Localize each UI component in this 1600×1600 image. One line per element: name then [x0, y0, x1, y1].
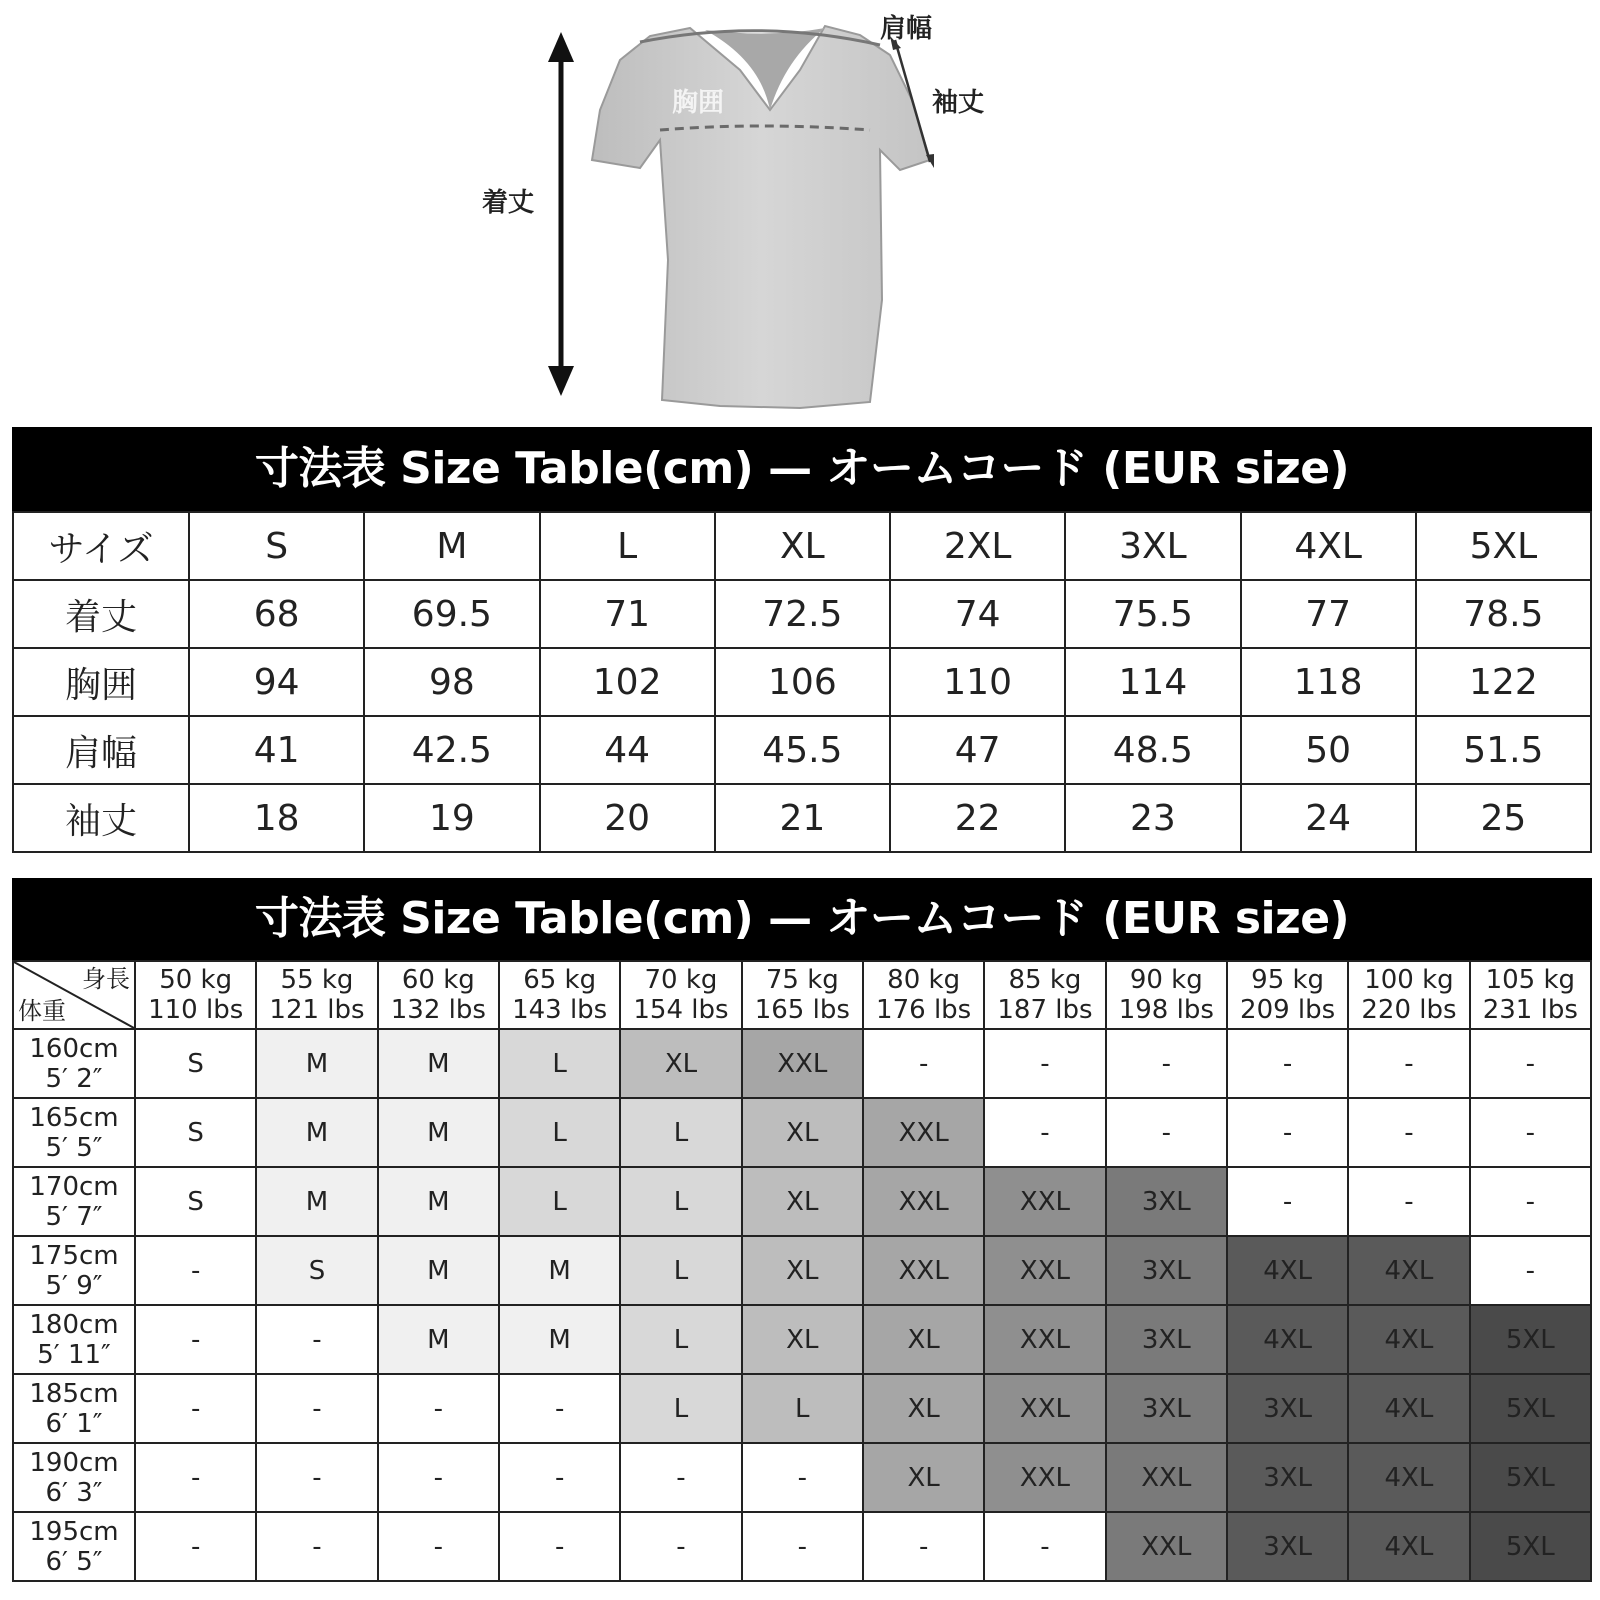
height-header-cell: [13, 1098, 135, 1167]
size-recommendation-cell: XXL: [863, 1098, 984, 1167]
size-recommendation-cell: 4XL: [1348, 1236, 1469, 1305]
size-recommendation-cell: -: [499, 1443, 620, 1512]
row-label: 着丈: [13, 580, 189, 648]
size-recommendation-cell: -: [1470, 1098, 1591, 1167]
measure-cell: 114: [1065, 648, 1240, 716]
chest-row: [13, 648, 1591, 716]
weight-header-cell: [499, 961, 620, 1029]
size-recommendation-cell: -: [620, 1512, 741, 1581]
garment-figure: [0, 0, 1600, 420]
weight-lbs: 165 lbs: [754, 995, 850, 1025]
weight-header-row: [13, 961, 1591, 1029]
size-recommendation-cell: -: [135, 1305, 256, 1374]
sleeve-row: [13, 784, 1591, 852]
size-recommendation-cell: S: [256, 1236, 377, 1305]
weight-header-cell: [863, 961, 984, 1029]
size-recommendation-cell: 3XL: [1227, 1512, 1348, 1581]
size-recommendation-cell: 3XL: [1227, 1374, 1348, 1443]
measure-cell: 22: [890, 784, 1065, 852]
height-ft: 6′ 3″: [45, 1477, 103, 1508]
row-label: 胸囲: [13, 648, 189, 716]
size-header-cell: 2XL: [890, 512, 1065, 580]
size-recommendation-cell: 5XL: [1470, 1512, 1591, 1581]
measure-cell: 24: [1241, 784, 1416, 852]
size-recommendation-cell: L: [742, 1374, 863, 1443]
size-measurement-grid: [12, 511, 1592, 853]
size-recommendation-cell: -: [378, 1374, 499, 1443]
weight-kg: 75 kg: [765, 965, 839, 995]
measure-cell: 51.5: [1416, 716, 1591, 784]
height-row: [13, 1167, 1591, 1236]
size-recommendation-cell: -: [863, 1512, 984, 1581]
weight-kg: 85 kg: [1008, 965, 1082, 995]
height-row: [13, 1029, 1591, 1098]
size-recommendation-cell: XL: [863, 1305, 984, 1374]
measure-cell: 25: [1416, 784, 1591, 852]
size-recommendation-cell: 3XL: [1106, 1236, 1227, 1305]
measure-cell: 102: [540, 648, 715, 716]
size-recommendation-cell: -: [984, 1029, 1105, 1098]
size-recommendation-cell: -: [1106, 1098, 1227, 1167]
size-recommendation-cell: -: [1227, 1029, 1348, 1098]
sleeve-length-label: 袖丈: [932, 88, 985, 118]
measure-cell: 72.5: [715, 580, 890, 648]
height-cm: 160cm: [29, 1033, 119, 1064]
height-header-cell: [13, 1167, 135, 1236]
weight-kg: 60 kg: [401, 965, 475, 995]
height-cm: 180cm: [29, 1309, 119, 1340]
weight-header-cell: [1227, 961, 1348, 1029]
size-header-cell: L: [540, 512, 715, 580]
size-recommendation-cell: XL: [742, 1098, 863, 1167]
weight-kg: 65 kg: [523, 965, 597, 995]
size-recommendation-cell: S: [135, 1167, 256, 1236]
height-row: [13, 1374, 1591, 1443]
recommendation-grid: [12, 960, 1592, 1582]
weight-header-cell: [1348, 961, 1469, 1029]
size-recommendation-cell: -: [863, 1029, 984, 1098]
height-row: [13, 1098, 1591, 1167]
weight-lbs: 209 lbs: [1240, 995, 1336, 1025]
height-header-cell: [13, 1374, 135, 1443]
measure-cell: 122: [1416, 648, 1591, 716]
size-recommendation-cell: M: [499, 1305, 620, 1374]
size-recommendation-cell: -: [499, 1374, 620, 1443]
size-recommendation-cell: -: [742, 1512, 863, 1581]
size-recommendation-cell: -: [1348, 1167, 1469, 1236]
height-row: [13, 1305, 1591, 1374]
weight-lbs: 143 lbs: [512, 995, 608, 1025]
size-recommendation-cell: 4XL: [1348, 1305, 1469, 1374]
height-row: [13, 1236, 1591, 1305]
measure-cell: 77: [1241, 580, 1416, 648]
size-recommendation-cell: XL: [620, 1029, 741, 1098]
size-recommendation-cell: 3XL: [1227, 1443, 1348, 1512]
size-recommendation-cell: -: [135, 1512, 256, 1581]
measure-cell: 18: [189, 784, 364, 852]
height-ft: 6′ 1″: [45, 1408, 103, 1439]
size-header-cell: 3XL: [1065, 512, 1240, 580]
weight-header-cell: [620, 961, 741, 1029]
height-cm: 165cm: [29, 1102, 119, 1133]
size-recommendation-cell: 5XL: [1470, 1374, 1591, 1443]
measure-cell: 75.5: [1065, 580, 1240, 648]
weight-lbs: 187 lbs: [997, 995, 1093, 1025]
weight-lbs: 132 lbs: [390, 995, 486, 1025]
size-recommendation-cell: -: [1348, 1098, 1469, 1167]
weight-kg: 70 kg: [644, 965, 718, 995]
size-recommendation-cell: -: [378, 1443, 499, 1512]
measure-cell: 21: [715, 784, 890, 852]
weight-lbs: 198 lbs: [1118, 995, 1214, 1025]
height-ft: 5′ 5″: [45, 1132, 103, 1163]
size-recommendation-cell: M: [256, 1167, 377, 1236]
size-recommendation-cell: -: [1227, 1098, 1348, 1167]
size-recommendation-cell: M: [378, 1236, 499, 1305]
size-recommendation-cell: -: [1470, 1167, 1591, 1236]
size-recommendation-cell: XL: [863, 1374, 984, 1443]
measure-cell: 42.5: [364, 716, 539, 784]
size-recommendation-cell: -: [135, 1374, 256, 1443]
height-header-cell: [13, 1305, 135, 1374]
size-recommendation-cell: M: [378, 1029, 499, 1098]
size-recommendation-cell: L: [620, 1098, 741, 1167]
corner-header-cell: [13, 961, 135, 1029]
size-recommendation-cell: -: [742, 1443, 863, 1512]
size-recommendation-cell: XL: [742, 1305, 863, 1374]
weight-lbs: 220 lbs: [1361, 995, 1457, 1025]
chest-label: 胸囲: [672, 88, 725, 118]
size-recommendation-cell: XXL: [1106, 1443, 1227, 1512]
size-recommendation-cell: XXL: [984, 1443, 1105, 1512]
size-header-row: [13, 512, 1591, 580]
size-recommendation-cell: M: [256, 1029, 377, 1098]
shoulder-width-label: 肩幅: [880, 14, 933, 44]
measure-cell: 20: [540, 784, 715, 852]
weight-kg: 50 kg: [159, 965, 233, 995]
measure-cell: 19: [364, 784, 539, 852]
row-label: 肩幅: [13, 716, 189, 784]
size-recommendation-cell: 4XL: [1227, 1236, 1348, 1305]
size-header-cell: 4XL: [1241, 512, 1416, 580]
measure-cell: 47: [890, 716, 1065, 784]
recommendation-table-title: 寸法表 Size Table(cm) — オームコード (EUR size): [12, 878, 1592, 960]
size-recommendation-cell: L: [620, 1374, 741, 1443]
row-label: 袖丈: [13, 784, 189, 852]
height-cm: 195cm: [29, 1516, 119, 1547]
size-recommendation-cell: 4XL: [1348, 1374, 1469, 1443]
weight-kg: 105 kg: [1485, 965, 1576, 995]
size-recommendation-cell: -: [135, 1443, 256, 1512]
size-recommendation-cell: 3XL: [1106, 1305, 1227, 1374]
measure-cell: 48.5: [1065, 716, 1240, 784]
size-recommendation-cell: -: [499, 1512, 620, 1581]
weight-kg: 90 kg: [1129, 965, 1203, 995]
height-header-cell: [13, 1029, 135, 1098]
size-recommendation-cell: M: [378, 1305, 499, 1374]
size-recommendation-cell: XXL: [863, 1167, 984, 1236]
height-ft: 5′ 9″: [45, 1270, 103, 1301]
measure-cell: 110: [890, 648, 1065, 716]
size-recommendation-cell: -: [1106, 1029, 1227, 1098]
height-header-cell: [13, 1512, 135, 1581]
tshirt-illustration: [0, 0, 1600, 420]
size-recommendation-cell: L: [499, 1098, 620, 1167]
size-header-cell: XL: [715, 512, 890, 580]
body-length-label: 着丈: [482, 188, 535, 218]
size-recommendation-cell: 5XL: [1470, 1443, 1591, 1512]
measure-cell: 74: [890, 580, 1065, 648]
size-recommendation-cell: -: [984, 1098, 1105, 1167]
size-measurement-table: [12, 427, 1592, 853]
weight-header-cell: [1470, 961, 1591, 1029]
measure-cell: 41: [189, 716, 364, 784]
measure-cell: 50: [1241, 716, 1416, 784]
measure-cell: 23: [1065, 784, 1240, 852]
weight-header-cell: [1106, 961, 1227, 1029]
size-recommendation-cell: S: [135, 1098, 256, 1167]
size-recommendation-cell: -: [256, 1443, 377, 1512]
measure-cell: 78.5: [1416, 580, 1591, 648]
size-recommendation-cell: XXL: [984, 1236, 1105, 1305]
size-header-cell: S: [189, 512, 364, 580]
weight-kg: 100 kg: [1364, 965, 1454, 995]
size-recommendation-cell: 3XL: [1106, 1167, 1227, 1236]
size-recommendation-cell: XL: [863, 1443, 984, 1512]
size-recommendation-cell: -: [256, 1374, 377, 1443]
height-cm: 185cm: [29, 1378, 119, 1409]
weight-lbs: 154 lbs: [633, 995, 729, 1025]
size-recommendation-cell: M: [499, 1236, 620, 1305]
size-recommendation-cell: XXL: [984, 1305, 1105, 1374]
measure-cell: 71: [540, 580, 715, 648]
size-recommendation-cell: -: [1470, 1029, 1591, 1098]
height-header-cell: [13, 1236, 135, 1305]
size-recommendation-cell: XXL: [742, 1029, 863, 1098]
weight-lbs: 231 lbs: [1482, 995, 1578, 1025]
weight-header-cell: [256, 961, 377, 1029]
measure-cell: 94: [189, 648, 364, 716]
measure-cell: 45.5: [715, 716, 890, 784]
length-row: [13, 580, 1591, 648]
height-axis-label: 身長: [82, 965, 130, 993]
weight-header-cell: [742, 961, 863, 1029]
measure-cell: 98: [364, 648, 539, 716]
weight-lbs: 121 lbs: [269, 995, 365, 1025]
size-recommendation-cell: L: [620, 1305, 741, 1374]
size-recommendation-cell: XXL: [984, 1374, 1105, 1443]
size-recommendation-cell: -: [1470, 1236, 1591, 1305]
shoulder-row: [13, 716, 1591, 784]
size-recommendation-cell: 4XL: [1348, 1512, 1469, 1581]
size-recommendation-cell: 4XL: [1348, 1443, 1469, 1512]
height-cm: 175cm: [29, 1240, 119, 1271]
weight-lbs: 110 lbs: [148, 995, 244, 1025]
size-recommendation-cell: 5XL: [1470, 1305, 1591, 1374]
height-row: [13, 1443, 1591, 1512]
weight-kg: 55 kg: [280, 965, 354, 995]
weight-header-cell: [984, 961, 1105, 1029]
size-recommendation-cell: -: [984, 1512, 1105, 1581]
size-recommendation-cell: -: [1348, 1029, 1469, 1098]
measure-cell: 106: [715, 648, 890, 716]
height-header-cell: [13, 1443, 135, 1512]
height-cm: 190cm: [29, 1447, 119, 1478]
size-recommendation-cell: M: [378, 1098, 499, 1167]
measure-cell: 118: [1241, 648, 1416, 716]
size-recommendation-cell: XL: [742, 1236, 863, 1305]
size-recommendation-cell: 4XL: [1227, 1305, 1348, 1374]
size-recommendation-cell: 3XL: [1106, 1374, 1227, 1443]
size-recommendation-cell: -: [135, 1236, 256, 1305]
measure-cell: 68: [189, 580, 364, 648]
size-recommendation-cell: XL: [742, 1167, 863, 1236]
size-recommendation-cell: L: [499, 1029, 620, 1098]
measure-cell: 69.5: [364, 580, 539, 648]
size-recommendation-cell: -: [256, 1305, 377, 1374]
size-recommendation-cell: L: [620, 1167, 741, 1236]
weight-axis-label: 体重: [18, 997, 66, 1025]
size-recommendation-table: [12, 878, 1592, 1582]
weight-kg: 95 kg: [1251, 965, 1325, 995]
size-header-label: サイズ: [13, 512, 189, 580]
height-ft: 5′ 2″: [45, 1063, 103, 1094]
height-cm: 170cm: [29, 1171, 119, 1202]
size-recommendation-cell: -: [1227, 1167, 1348, 1236]
height-ft: 5′ 7″: [45, 1201, 103, 1232]
size-recommendation-cell: -: [256, 1512, 377, 1581]
weight-header-cell: [135, 961, 256, 1029]
size-header-cell: M: [364, 512, 539, 580]
weight-header-cell: [378, 961, 499, 1029]
size-recommendation-cell: XXL: [984, 1167, 1105, 1236]
height-ft: 6′ 5″: [45, 1546, 103, 1577]
size-recommendation-cell: -: [378, 1512, 499, 1581]
size-recommendation-cell: L: [499, 1167, 620, 1236]
size-recommendation-cell: L: [620, 1236, 741, 1305]
size-recommendation-cell: XXL: [863, 1236, 984, 1305]
size-table-title: 寸法表 Size Table(cm) — オームコード (EUR size): [12, 427, 1592, 511]
size-recommendation-cell: M: [378, 1167, 499, 1236]
height-ft: 5′ 11″: [37, 1339, 111, 1370]
weight-lbs: 176 lbs: [876, 995, 972, 1025]
size-header-cell: 5XL: [1416, 512, 1591, 580]
weight-kg: 80 kg: [887, 965, 961, 995]
size-recommendation-cell: XXL: [1106, 1512, 1227, 1581]
size-recommendation-cell: -: [620, 1443, 741, 1512]
height-row: [13, 1512, 1591, 1581]
size-recommendation-cell: M: [256, 1098, 377, 1167]
size-recommendation-cell: S: [135, 1029, 256, 1098]
measure-cell: 44: [540, 716, 715, 784]
